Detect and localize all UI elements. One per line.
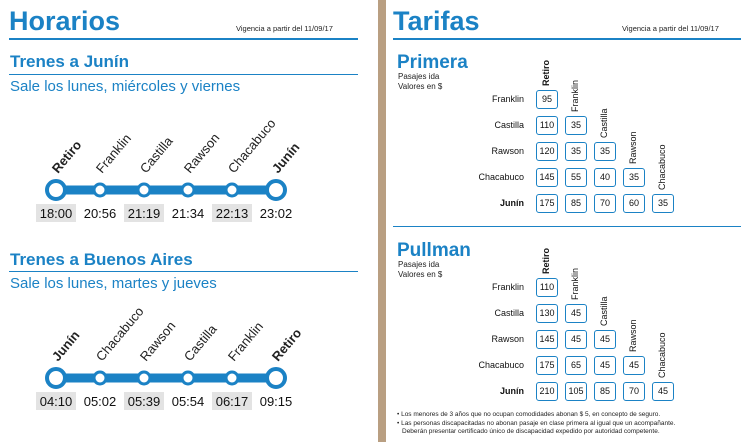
fare-column-label: Rawson (628, 319, 638, 352)
fare-row-label: Franklin (491, 282, 524, 292)
fare-cell: 105 (565, 382, 587, 401)
fare-cell: 45 (594, 330, 616, 349)
departure-time: 21:34 (171, 206, 205, 221)
fare-cell: 110 (536, 116, 558, 135)
fare-row-label: Junín (500, 386, 524, 396)
fare-row-label: Junín (500, 198, 524, 208)
station-label: Retiro (48, 137, 85, 176)
station-stop (182, 184, 194, 196)
panel-divider (378, 0, 386, 442)
tarifas-class-rule (393, 226, 741, 227)
fare-class-subtitle: Pasajes ida (398, 260, 440, 269)
fare-column-label: Franklin (570, 79, 580, 112)
fare-cell: 35 (652, 194, 674, 213)
fare-column-label: Retiro (541, 59, 551, 86)
fare-cell: 70 (623, 382, 645, 401)
departure-time: 21:19 (127, 206, 161, 221)
route-rule-junin (9, 74, 358, 75)
fare-cell: 85 (594, 382, 616, 401)
fare-cell: 175 (536, 194, 558, 213)
fare-cell: 35 (565, 116, 587, 135)
station-label: Chacabuco (92, 303, 147, 364)
fare-cell: 95 (536, 90, 558, 109)
departure-time: 06:17 (215, 394, 249, 409)
fare-row-label: Franklin (491, 94, 524, 104)
fare-cell: 35 (594, 142, 616, 161)
fare-cell: 45 (623, 356, 645, 375)
fare-column-label: Franklin (570, 267, 580, 300)
fare-cell: 130 (536, 304, 558, 323)
station-stop (267, 181, 285, 199)
fare-cell: 35 (565, 142, 587, 161)
route-line-junin (0, 115, 378, 230)
horarios-title: Horarios (9, 6, 121, 36)
fare-column-label: Retiro (541, 247, 551, 274)
note-discapacitados: • Las personas discapacitadas no abonan pasaje en clase primera al igual que un acompañante. (397, 419, 676, 427)
departure-time: 22:13 (215, 206, 249, 221)
station-stop (182, 372, 194, 384)
fare-cell: 55 (565, 168, 587, 187)
departure-time: 04:10 (39, 394, 73, 409)
station-stop (267, 369, 285, 387)
route-rule-buenos-aires (9, 271, 358, 272)
route-line-buenos-aires (0, 303, 378, 418)
route-subtitle-junin: Sale los lunes, miércoles y viernes (10, 78, 241, 95)
fare-cell: 45 (565, 330, 587, 349)
route-subtitle-buenos-aires: Sale los lunes, martes y jueves (10, 275, 217, 292)
fare-cell: 145 (536, 330, 558, 349)
fare-column-label: Castilla (599, 296, 609, 326)
fare-cell: 35 (623, 168, 645, 187)
fare-class-subtitle: Valores en $ (398, 270, 443, 279)
route-title-buenos-aires: Trenes a Buenos Aires (10, 250, 193, 269)
fare-cell: 45 (594, 356, 616, 375)
departure-time: 18:00 (39, 206, 73, 221)
fare-column-label: Rawson (628, 131, 638, 164)
fare-cell: 120 (536, 142, 558, 161)
fare-cell: 210 (536, 382, 558, 401)
note-certificado: Deberán presentar certificado único de discapacidad expedido por autoridad competente. (402, 428, 660, 435)
fare-cell: 70 (594, 194, 616, 213)
departure-time: 05:54 (171, 394, 205, 409)
station-stop (138, 372, 150, 384)
station-stop (47, 369, 65, 387)
fare-row-label: Rawson (491, 334, 524, 344)
note-menores: • Los menores de 3 años que no ocupan comodidades abonan $ 5, en concepto de seguro. (397, 411, 661, 418)
station-stop (138, 184, 150, 196)
fare-cell: 145 (536, 168, 558, 187)
station-label: Franklin (92, 130, 135, 176)
departure-time: 23:02 (259, 206, 293, 221)
fare-row-label: Rawson (491, 146, 524, 156)
departure-time: 20:56 (83, 206, 117, 221)
station-label: Retiro (268, 325, 305, 364)
station-stop (47, 181, 65, 199)
fare-class-subtitle: Pasajes ida (398, 72, 440, 81)
fare-row-label: Castilla (494, 120, 524, 130)
fare-cell: 40 (594, 168, 616, 187)
station-stop (94, 184, 106, 196)
tarifas-header-rule (393, 38, 741, 40)
station-label: Franklin (224, 318, 267, 364)
station-label: Castilla (180, 321, 220, 364)
fare-cell: 175 (536, 356, 558, 375)
departure-time: 05:02 (83, 394, 117, 409)
station-label: Junín (48, 327, 83, 364)
fare-class-title: Pullman (397, 240, 471, 261)
tarifas-vigencia: Vigencia a partir del 11/09/17 (622, 24, 719, 33)
departure-time: 05:39 (127, 394, 161, 409)
fare-column-label: Chacabuco (657, 332, 667, 378)
station-label: Rawson (136, 318, 179, 364)
fare-class-subtitle: Valores en $ (398, 82, 443, 91)
station-label: Chacabuco (224, 115, 279, 176)
station-stop (226, 372, 238, 384)
station-stop (226, 184, 238, 196)
fare-cell: 110 (536, 278, 558, 297)
fare-column-label: Castilla (599, 108, 609, 138)
fare-cell: 45 (652, 382, 674, 401)
station-label: Castilla (136, 133, 176, 176)
departure-time: 09:15 (259, 394, 293, 409)
fare-cell: 45 (565, 304, 587, 323)
fare-cell: 60 (623, 194, 645, 213)
fare-row-label: Chacabuco (478, 360, 524, 370)
fare-class-title: Primera (397, 52, 468, 73)
fare-column-label: Chacabuco (657, 144, 667, 190)
tarifas-panel (386, 0, 747, 442)
fare-row-label: Chacabuco (478, 172, 524, 182)
fare-cell: 65 (565, 356, 587, 375)
station-label: Rawson (180, 130, 223, 176)
tarifas-notes (397, 411, 742, 437)
horarios-header-rule (9, 38, 358, 40)
fare-row-label: Castilla (494, 308, 524, 318)
station-stop (94, 372, 106, 384)
route-title-junin: Trenes a Junín (10, 52, 130, 71)
horarios-vigencia: Vigencia a partir del 11/09/17 (236, 24, 333, 33)
tarifas-title: Tarifas (393, 6, 480, 36)
station-label: Junín (268, 139, 303, 176)
fare-cell: 85 (565, 194, 587, 213)
